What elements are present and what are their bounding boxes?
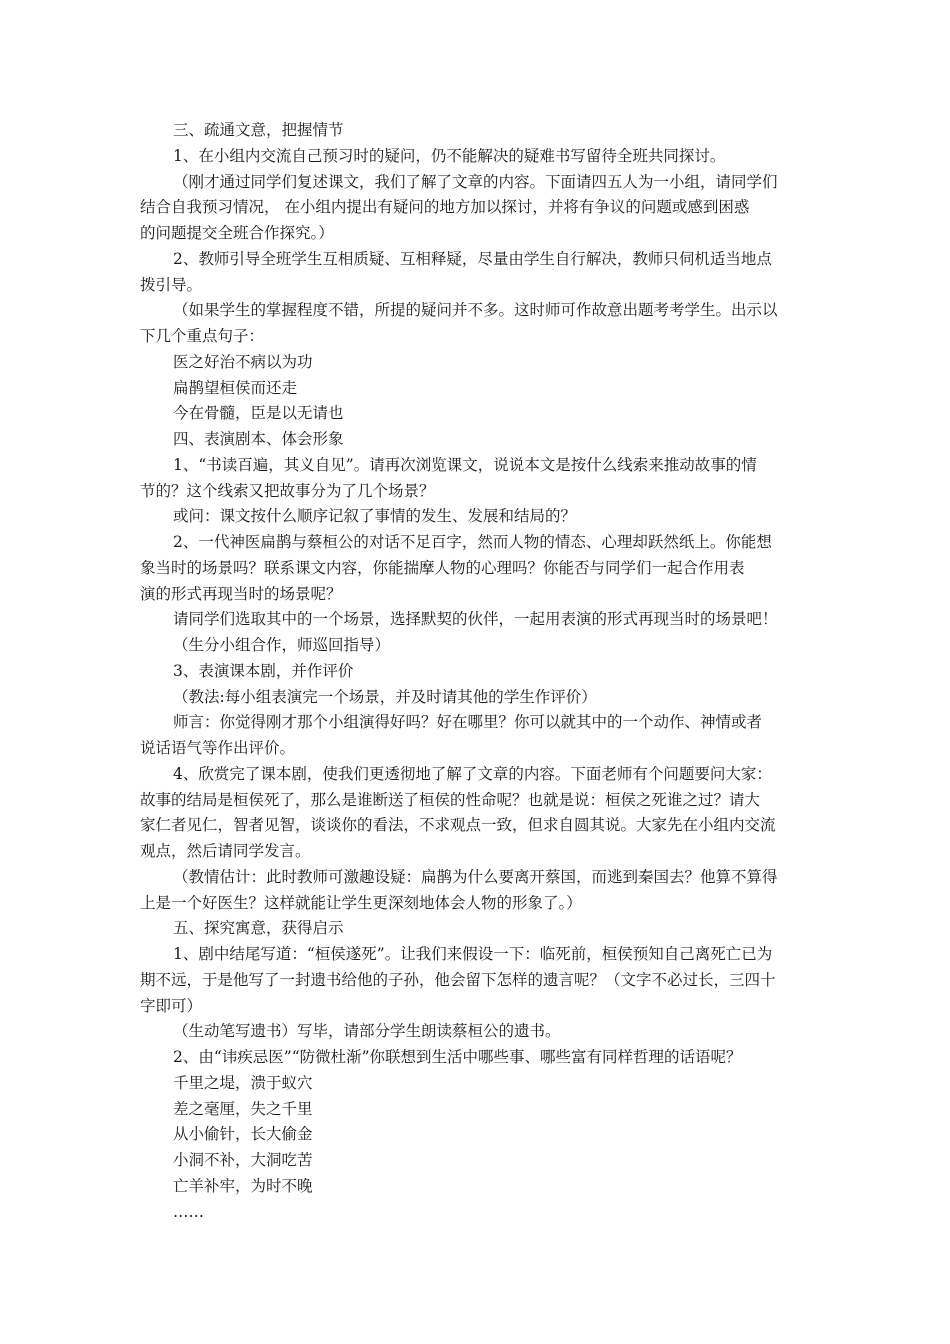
text-line: 三、疏通文意，把握情节 xyxy=(173,121,344,139)
document-body xyxy=(140,118,820,1225)
text-line: 1、“书读百遍，其义自见”。请再次浏览课文，说说本文是按什么线索来推动故事的情 xyxy=(173,455,757,474)
text-line: 1、在小组内交流自己预习时的疑问，仍不能解决的疑难书写留待全班共同探讨。 xyxy=(173,146,726,165)
text-line: 医之好治不病以为功 xyxy=(173,352,313,371)
text-line: 拨引导。 xyxy=(140,275,203,294)
text-line: 请同学们选取其中的一个场景，选择默契的伙伴，一起用表演的形式再现当时的场景吧！ xyxy=(173,610,778,629)
text-line: …… xyxy=(173,1202,204,1221)
text-line: 千里之堤，溃于蚁穴 xyxy=(173,1073,313,1092)
text-line: 结合自我预习情况， 在小组内提出有疑问的地方加以探讨，并将有争议的问题或感到困惑 xyxy=(140,198,750,217)
text-line: 今在骨髓，臣是以无请也 xyxy=(173,404,344,423)
text-line: （刚才通过同学们复述课文，我们了解了文章的内容。下面请四五人为一小组，请同学们 xyxy=(173,172,778,191)
text-line: 家仁者见仁，智者见智，谈谈你的看法，不求观点一致，但求自圆其说。大家先在小组内交流 xyxy=(140,816,776,835)
text-line: 2、一代神医扁鹊与蔡桓公的对话不足百字，然而人物的情态、心理却跃然纸上。你能想 xyxy=(173,533,772,551)
text-line: 故事的结局是桓侯死了，那么是谁断送了桓侯的性命呢？也就是说：桓侯之死谁之过？请大 xyxy=(140,790,761,809)
text-line: 2、由“讳疾忌医”“防微杜渐”你联想到生活中哪些事、哪些富有同样哲理的话语呢？ xyxy=(173,1048,742,1066)
text-line: （如果学生的掌握程度不错，所提的疑问并不多。这时师可作故意出题考考学生。出示以 xyxy=(173,301,778,320)
text-line: 上是一个好医生？这样就能让学生更深刻地体会人物的形象了。） xyxy=(140,893,582,912)
text-line: 2、教师引导全班学生互相质疑、互相释疑，尽量由学生自行解决，教师只伺机适当地点 xyxy=(173,249,772,268)
text-line: 4、欣赏完了课本剧，使我们更透彻地了解了文章的内容。下面老师有个问题要问大家： xyxy=(173,764,772,783)
text-line: 差之毫厘，失之千里 xyxy=(173,1099,313,1118)
text-line: 象当时的场景吗？联系课文内容，你能揣摩人物的心理吗？你能否与同学们一起合作用表 xyxy=(140,558,745,577)
text-line: （生分小组合作，师巡回指导） xyxy=(173,636,391,654)
text-line: （生动笔写遗书）写毕，请部分学生朗读蔡桓公的遗书。 xyxy=(173,1022,561,1041)
text-line: 下几个重点句子： xyxy=(140,327,265,345)
text-line: （教情估计：此时教师可激趣设疑：扁鹊为什么要离开蔡国，而逃到秦国去？他算不算得 xyxy=(173,867,778,886)
text-line: 亡羊补牢，为时不晚 xyxy=(173,1176,313,1195)
text-line: 扁鹊望桓侯而还走 xyxy=(173,378,298,397)
text-line: 3、表演课本剧，并作评价 xyxy=(173,661,354,680)
text-line: 期不远，于是他写了一封遗书给他的子孙，他会留下怎样的遗言呢？（文字不必过长，三四十 xyxy=(140,970,776,989)
text-line: 师言：你觉得刚才那个小组演得好吗？好在哪里？你可以就其中的一个动作、神情或者 xyxy=(173,713,763,732)
text-line: 或问：课文按什么顺序记叙了事情的发生、发展和结局的？ xyxy=(173,507,577,526)
text-line: （教法:每小组表演完一个场景，并及时请其他的学生作评价） xyxy=(173,687,597,706)
text-line: 四、表演剧本、体会形象 xyxy=(173,430,344,448)
text-line: 1、剧中结尾写道：“桓侯遂死”。让我们来假设一下：临死前，桓侯预知自己离死亡已为 xyxy=(173,945,773,963)
text-line: 五、探究寓意，获得启示 xyxy=(173,919,344,938)
text-line: 从小偷针，长大偷金 xyxy=(173,1125,313,1144)
text-line: 说话语气等作出评价。 xyxy=(140,739,296,757)
text-line: 的问题提交全班合作探究。） xyxy=(140,224,334,242)
text-line: 字即可） xyxy=(140,996,203,1015)
text-line: 小洞不补，大洞吃苦 xyxy=(173,1151,313,1169)
text-line: 观点，然后请同学发言。 xyxy=(140,842,311,860)
text-line: 节的？这个线索又把故事分为了几个场景？ xyxy=(140,481,435,500)
text-line: 演的形式再现当时的场景呢？ xyxy=(140,584,342,603)
